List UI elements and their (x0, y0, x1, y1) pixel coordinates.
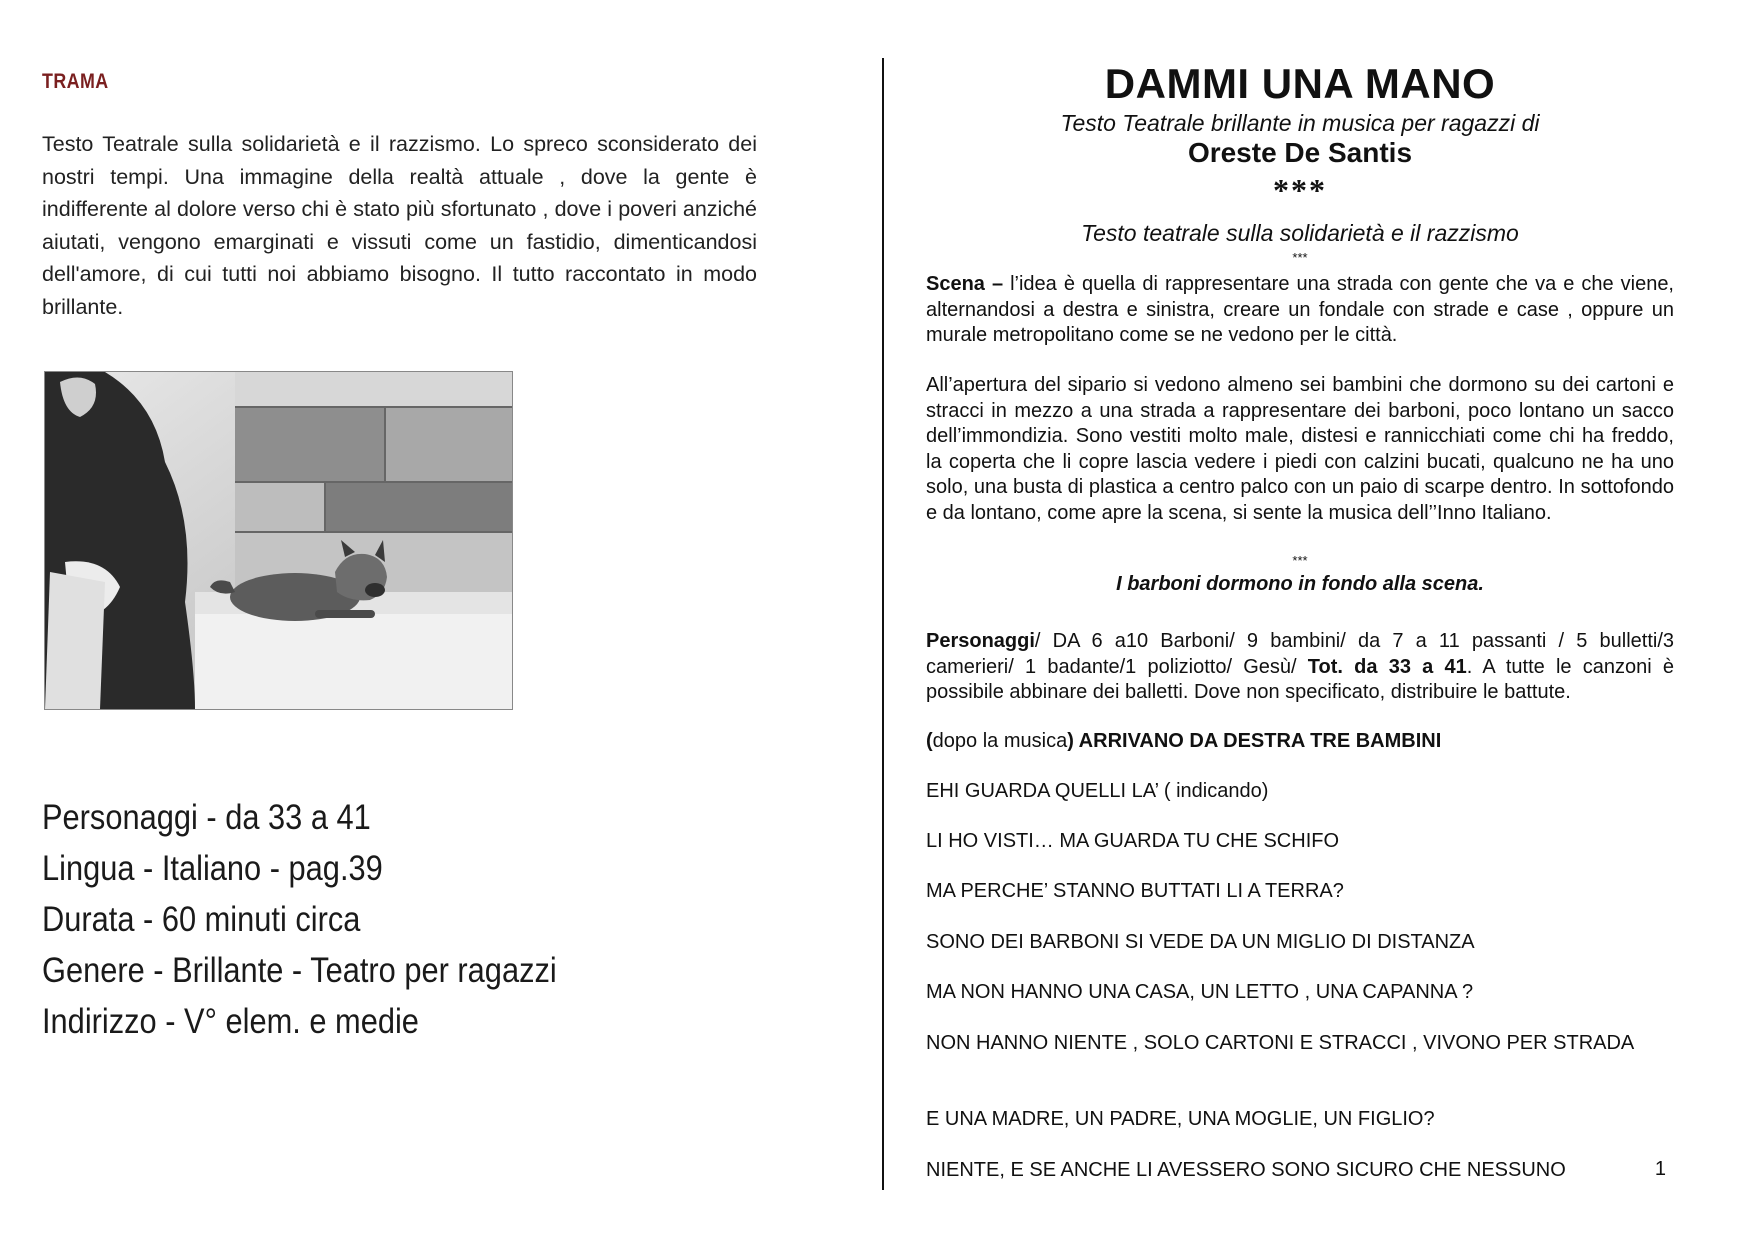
dopo-la-musica-line (926, 729, 1674, 755)
info-indirizzo: Indirizzo - V° elem. e medie (42, 1002, 419, 1041)
personaggi-tail: . A tutte le canzoni è possibile abbinare dei balletti. Dove non specificato, distribuire le battute. (926, 655, 1674, 703)
photo-illustration (45, 372, 512, 709)
info-durata: Durata - 60 minuti circa (42, 900, 361, 939)
dialogue-line: E UNA MADRE, UN PADRE, UNA MOGLIE, UN FIGLIO? (926, 1108, 1435, 1130)
dopo-text: dopo la musica (932, 730, 1068, 752)
small-separator-2: *** (1292, 553, 1308, 568)
barboni-line: I barboni dormono in fondo alla scena. (1116, 573, 1484, 595)
scena-paragraph (926, 272, 1674, 349)
author-name: Oreste De Santis (1187, 137, 1413, 168)
small-separator: *** (1292, 250, 1308, 265)
separator-stars: *** (1273, 172, 1327, 208)
personaggi-text: / DA 6 a10 Barboni/ 9 bambini/ da 7 a 11 passanti / 5 bulletti/3 camerieri/ 1 badante/1 poliziotto/ Gesù/ (926, 630, 1674, 678)
scena-text: l’idea è quella di rappresentare una strada con gente che va e che viene, alternandosi a destra e sinistra, creare un fondale con strade e case , oppure un murale metropolitano come se ne vedono per le città. (926, 273, 1674, 346)
theme-subtitle: Testo teatrale sulla solidarietà e il razzismo (1081, 220, 1519, 246)
info-lingua: Lingua - Italiano - pag.39 (42, 849, 383, 888)
play-subtitle: Testo Teatrale brillante in musica per ragazzi di (1060, 110, 1540, 136)
dialogue-line: LI HO VISTI… MA GUARDA TU CHE SCHIFO (926, 830, 1340, 852)
dialogue-line: SONO DEI BARBONI SI VEDE DA UN MIGLIO DI DISTANZA (926, 931, 1475, 953)
right-page (926, 0, 1674, 1240)
apertura-paragraph: All’apertura del sipario si vedono almeno sei bambini che dormono su dei cartoni e stracci in mezzo a una strada a rappresentare dei barboni, poco lontano un sacco dell’immondizia. Sono vestiti molto male, distesi e rannicchiati come chi ha freddo, la coperta che li copre lascia vedere i piedi con calzini bucati, qualcuno ne ha uno solo, una busta di plastica a centro palco con un paio di scarpe dentro. In sottofondo e da lontano, come apre la scena, si sente la musica dell’’Inno Italiano. (926, 374, 1674, 524)
dialogue-line: NIENTE, E SE ANCHE LI AVESSERO SONO SICURO CHE NESSUNO (926, 1159, 1566, 1181)
play-title: DAMMI UNA MANO (1104, 60, 1496, 107)
personaggi-label: Personaggi (926, 630, 1035, 652)
dialogue-line: EHI GUARDA QUELLI LA’ ( indicando) (926, 780, 1269, 802)
dopo-rest: ) ARRIVANO DA DESTRA TRE BAMBINI (1067, 730, 1442, 752)
trama-text: Testo Teatrale sulla solidarietà e il razzismo. Lo spreco sconsiderato dei nostri tempi. Una immagine della realtà attuale , dove la gente è indifferente al dolore verso chi è stato più sfortunato , dove i poveri anziché aiutati, vengono emarginati e vissuti come un fastidio, dimenticandosi dell'amore, di cui tutti noi abbiamo bisogno. Il tutto raccontato in modo brillante. (42, 132, 757, 319)
photo-old-man-and-dog (44, 371, 513, 710)
info-list (42, 792, 627, 1047)
personaggi-paragraph (926, 629, 1674, 706)
tot-label: Tot. da 33 a 41 (1307, 655, 1467, 678)
info-genere: Genere - Brillante - Teatro per ragazzi (42, 951, 557, 990)
dialogue-line: MA NON HANNO UNA CASA, UN LETTO , UNA CAPANNA ? (926, 981, 1474, 1003)
info-personaggi: Personaggi - da 33 a 41 (42, 798, 371, 837)
page-number: 1 (1654, 1158, 1666, 1180)
dialogue-line: MA PERCHE’ STANNO BUTTATI LI A TERRA? (926, 880, 1344, 902)
dialogue-line: NON HANNO NIENTE , SOLO CARTONI E STRACCI , VIVONO PER STRADA (926, 1032, 1635, 1054)
page-divider (882, 58, 884, 1190)
scena-label: Scena – (926, 273, 1004, 295)
trama-heading: TRAMA (42, 70, 109, 93)
dopo-paren: ( (926, 730, 933, 752)
